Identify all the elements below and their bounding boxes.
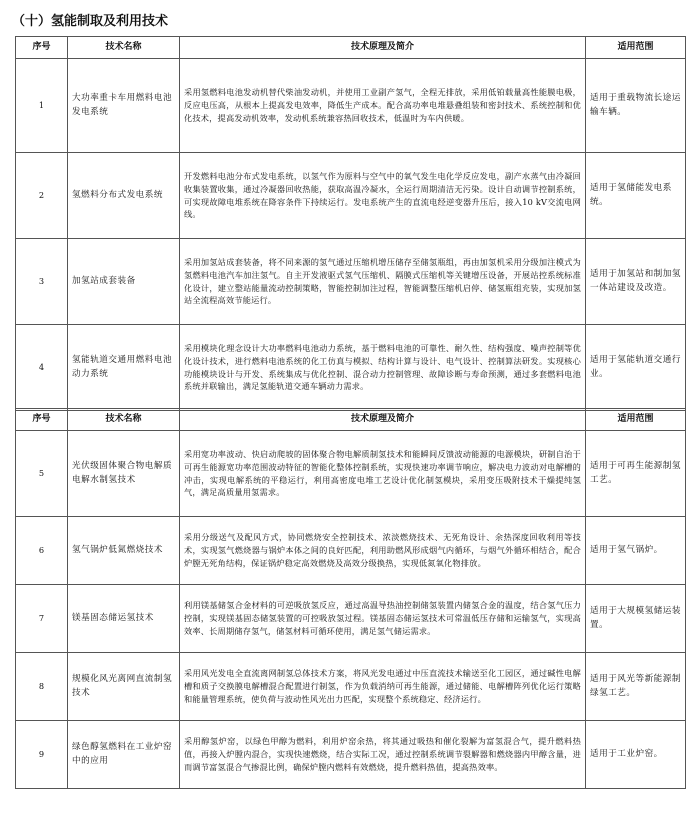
row-tech-name: 加氢站成套装备 [68, 239, 180, 325]
table-header-row [16, 37, 686, 59]
header-desc: 技术原理及简介 [180, 409, 586, 431]
header-desc: 技术原理及简介 [180, 37, 586, 59]
row-num: 2 [16, 153, 68, 239]
table-row [16, 585, 686, 653]
header-scope: 适用范围 [586, 37, 686, 59]
row-tech-name: 氢气锅炉低氮燃烧技术 [68, 517, 180, 585]
row-num: 4 [16, 325, 68, 411]
row-num: 7 [16, 585, 68, 653]
row-tech-name: 大功率重卡车用燃料电池发电系统 [68, 59, 180, 153]
row-num: 1 [16, 59, 68, 153]
header-num: 序号 [16, 37, 68, 59]
row-tech-name: 镁基固态储运氢技术 [68, 585, 180, 653]
row-num: 6 [16, 517, 68, 585]
table-row [16, 653, 686, 721]
row-description: 开发燃料电池分布式发电系统，以氢气作为原料与空气中的氧气发生电化学反应发电，副产水蒸气由冷凝回收集装置收集，通过冷凝器回收热能，获取高温冷凝水，全运行周期清洁无污染。设计自动调节控制系统，可实现故障电堆系统在降容条件下持续运行。发电系统产生的直流电经逆变器升压后，接入10 kV交流电网线。 [180, 153, 586, 239]
row-scope: 适用于工业炉窑。 [586, 721, 686, 789]
header-num: 序号 [16, 409, 68, 431]
row-scope: 适用于重载物流长途运输车辆。 [586, 59, 686, 153]
header-name: 技术名称 [68, 409, 180, 431]
row-tech-name: 氢能轨道交通用燃料电池动力系统 [68, 325, 180, 411]
header-name: 技术名称 [68, 37, 180, 59]
row-scope: 适用于可再生能源制氢工艺。 [586, 431, 686, 517]
row-tech-name: 光伏级固体聚合物电解质电解水制氢技术 [68, 431, 180, 517]
table-header-row [16, 409, 686, 431]
technology-table-2 [15, 408, 686, 789]
row-scope: 适用于大规模氢储运装置。 [586, 585, 686, 653]
row-description: 采用醇氢炉窑，以绿色甲醇为燃料，利用炉窑余热，将其通过吸热和催化裂解为富氢混合气，提升燃料热值，再接入炉膛内混合，实现快速燃烧，结合实际工况，通过控制系统调节裂解器和燃烧器内甲醇含量，进而调节富氢混合气掺混比例，确保炉膛内燃料有效燃烧，提升燃料热值，提高热效率。 [180, 721, 586, 789]
row-tech-name: 规模化风光离网直流制氢技术 [68, 653, 180, 721]
row-tech-name: 氢燃料分布式发电系统 [68, 153, 180, 239]
row-description: 采用加氢站成套装备，将不同来源的氢气通过压缩机增压储存至储氢瓶组，再由加氢机采用分级加注模式为氢燃料电池汽车加注氢气。自主开发液驱式氢气压缩机、隔膜式压缩机等关键增压设备，开展站控系统标准化设计，建立整站能量流动控制策略，智能控制加注过程，智能调整压缩机启停、储氢瓶组充装，实现加氢站全流程高效节能运行。 [180, 239, 586, 325]
section-title: （十）氢能制取及利用技术 [12, 14, 169, 29]
row-tech-name: 绿色醇氢燃料在工业炉窑中的应用 [68, 721, 180, 789]
row-scope: 适用于风光等新能源制绿氢工艺。 [586, 653, 686, 721]
row-num: 8 [16, 653, 68, 721]
row-num: 9 [16, 721, 68, 789]
row-description: 采用模块化理念设计大功率燃料电池动力系统，基于燃料电池的可靠性、耐久性、结构强度、噪声控制等优化设计技术，进行燃料电池系统的化工仿真与模拟、结构计算与设计、电气设计、控制算法研发。实现核心功能模块设计与开发、系统集成与优化控制、混合动力控制管理、故障诊断与寿命预测，通过多套燃料电池系统并联输出，满足氢能轨道交通车辆动力需求。 [180, 325, 586, 411]
table-row [16, 239, 686, 325]
row-num: 3 [16, 239, 68, 325]
row-description: 采用氢燃料电池发动机替代柴油发动机，并使用工业副产氢气，全程无排放，采用低铂载量高性能膜电极，反应电压高，从根本上提高发电效率，降低生产成本。配合高功率电堆悬叠组装和密封技术、系统控制和优化技术，提高发动机效率，发动机系统兼容热回收技术，低温时为车内供暖。 [180, 59, 586, 153]
row-scope: 适用于氢储能发电系统。 [586, 153, 686, 239]
row-num: 5 [16, 431, 68, 517]
table-row [16, 517, 686, 585]
row-scope: 适用于氢能轨道交通行业。 [586, 325, 686, 411]
table-row [16, 153, 686, 239]
technology-table-1 [15, 36, 686, 411]
row-description: 采用风光发电全直流离网制氢总体技术方案，将风光发电通过中压直流技术输送至化工园区，通过碱性电解槽和质子交换膜电解槽混合配置进行制氢，作为负载消纳可再生能源，通过储能、电解槽阵列优化运行策略和能量管理系统，使负荷与波动性风光出力匹配，实现整个系统稳定、经济运行。 [180, 653, 586, 721]
header-scope: 适用范围 [586, 409, 686, 431]
row-description: 利用镁基储氢合金材料的可逆吸放氢反应，通过高温导热油控制储氢装置内储氢合金的温度，结合氢气压力控制，实现镁基固态储氢装置的可控吸放氢过程。镁基固态储运氢技术可常温低压存储和运输氢气，实现高效率、长周期储存氢气，储氢材料可循环使用，满足氢气储运需求。 [180, 585, 586, 653]
row-description: 采用分级送气及配风方式，协同燃烧安全控制技术、浓淡燃烧技术、无死角设计、余热深度回收利用等技术，实现氢气燃烧器与锅炉本体之间的良好匹配，利用助燃风形成烟气内循环，与烟气外循环相结合，配合炉膛无死角结构，保证锅炉稳定高效燃烧及高效分级换热，实现低氮氧化物排放。 [180, 517, 586, 585]
row-description: 采用宽功率波动、快启动爬坡的固体聚合物电解质制氢技术和能瞬间反馈波动能源的电源模块，研制自治于可再生能源宽功率范围波动特征的智能化整体控制系统，实现快速功率调节响应，解决电力波动对电解槽的冲击，实现电解系统的平稳运行，利用高密度电堆工艺设计优化制氢模块，采用变压吸附技术干燥提纯氢气，满足高质量用氢需求。 [180, 431, 586, 517]
table-row [16, 431, 686, 517]
row-scope: 适用于加氢站和制加氢一体站建设及改造。 [586, 239, 686, 325]
table-row [16, 721, 686, 789]
row-scope: 适用于氢气锅炉。 [586, 517, 686, 585]
table-row [16, 59, 686, 153]
table-row [16, 325, 686, 411]
